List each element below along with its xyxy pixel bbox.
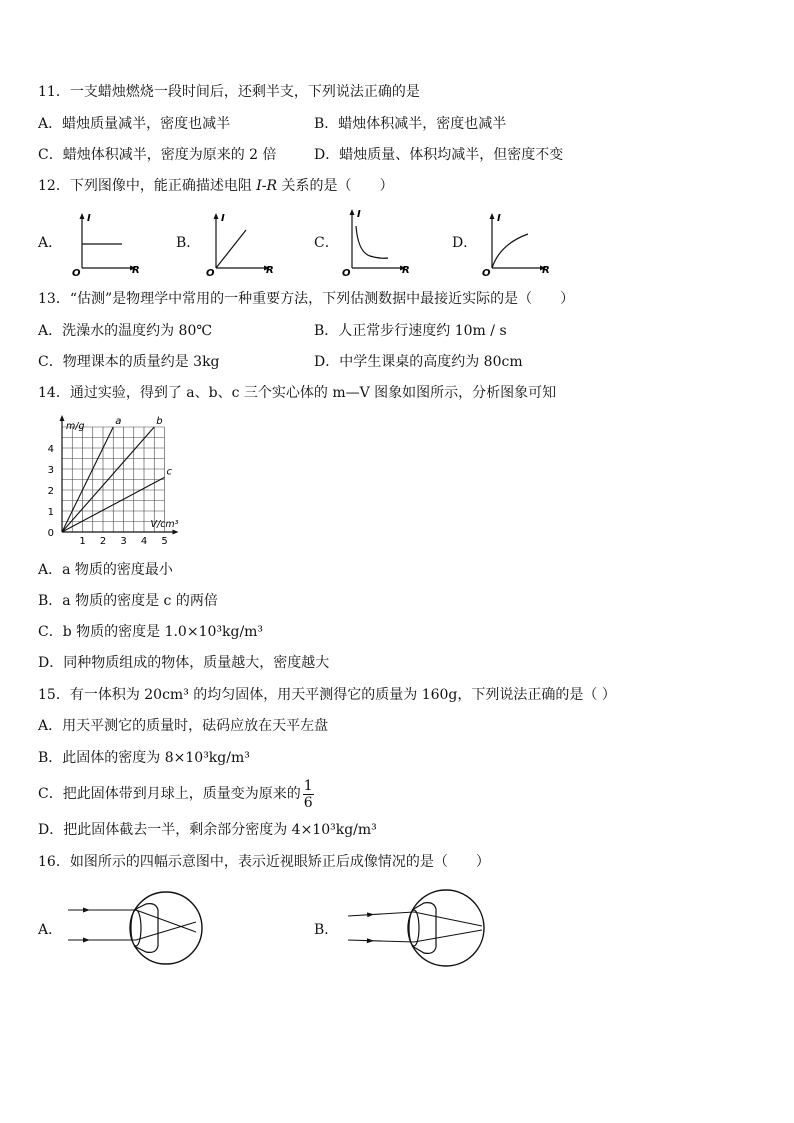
q12-graph-d-y-label: I [497, 213, 501, 224]
q13-option-a: A．洗澡水的温度约为 80℃ [38, 323, 213, 339]
x-tick-label: 3 [120, 536, 127, 547]
q12-label-b: B． [176, 235, 201, 251]
x-tick-label: 4 [140, 536, 148, 547]
q16-eye-diagram-a [64, 888, 204, 970]
q15-fraction-numerator: 1 [303, 777, 313, 794]
q12-graph-c-y-label: I [357, 209, 361, 220]
q15-option-a: A．用天平测它的质量时，砝码应放在天平左盘 [38, 718, 329, 734]
q15-option-b: B．此固体的密度为 8×10³kg/m³ [38, 750, 250, 766]
q11-option-d: D．蜡烛质量、体积均减半，但密度不变 [314, 147, 564, 163]
y-axis-label: m/g [66, 421, 85, 432]
q14-option-a: A．a 物质的密度最小 [38, 562, 173, 578]
x-tick-label: 1 [79, 536, 86, 547]
q14-mv-chart [44, 418, 214, 550]
q16-label-a: A． [38, 922, 63, 938]
q12-graph-b-origin: O [206, 268, 215, 279]
q15-option-c-text: C．把此固体带到月球上，质量变为原来的 [38, 786, 301, 802]
q15-fraction-denominator: 6 [303, 794, 313, 811]
q12-graph-c-origin: O [342, 268, 351, 279]
q12-graph-c-x-label: R [402, 265, 410, 276]
q12-stem [38, 177, 394, 195]
x-axis-label: V/cm³ [150, 519, 179, 530]
q12-graph-d-x-label: R [542, 265, 550, 276]
q12-stem-pre: 12．下列图像中，能正确描述电阻 [38, 178, 257, 194]
q12-label-a: A． [38, 235, 63, 251]
q15-fraction [303, 778, 314, 811]
q12-stem-var: I-R [256, 178, 278, 194]
y-tick-label: 2 [47, 486, 54, 497]
q13-stem: 13．“估测”是物理学中常用的一种重要方法，下列估测数据中最接近实际的是（ ） [38, 291, 575, 307]
q15-option-c [38, 775, 314, 813]
q13-option-c: C．物理课本的质量约是 3kg [38, 354, 220, 370]
x-axis-arrow [173, 530, 179, 535]
q16-stem: 16．如图所示的四幅示意图中，表示近视眼矫正后成像情况的是（ ） [38, 854, 490, 870]
y-tick-label: 1 [47, 507, 54, 518]
series-label-c: c [166, 466, 172, 478]
q12-graph-a-origin: O [72, 268, 81, 279]
q12-graph-c [340, 206, 420, 278]
q16-label-b: B． [314, 922, 339, 938]
q14-option-b: B．a 物质的密度是 c 的两倍 [38, 593, 218, 609]
q12-graph-b-y-label: I [221, 213, 225, 224]
q14-option-d: D．同种物质组成的物体，质量越大，密度越大 [38, 655, 330, 671]
q14-stem: 14．通过实验，得到了 a、b、c 三个实心体的 m—V 图象如图所示，分析图象可知 [38, 385, 557, 401]
q12-graph-d [480, 210, 560, 278]
q11-stem: 11．一支蜡烛燃烧一段时间后，还剩半支，下列说法正确的是 [38, 84, 420, 100]
y-tick-label: 0 [47, 528, 54, 539]
y-tick-label: 3 [47, 465, 54, 476]
q12-label-d: D． [452, 235, 478, 251]
x-tick-label: 2 [99, 536, 107, 547]
q12-graph-d-origin: O [482, 268, 491, 279]
q12-graph-a-y-label: I [87, 213, 91, 224]
q11-option-c: C．蜡烛体积减半，密度为原来的 2 倍 [38, 147, 277, 163]
q13-option-b: B．人正常步行速度约 10m / s [314, 323, 507, 339]
q14-option-c: C．b 物质的密度是 1.0×10³kg/m³ [38, 624, 264, 640]
q13-option-d: D．中学生课桌的高度约为 80cm [314, 354, 523, 370]
q11-option-a: A．蜡烛质量减半，密度也减半 [38, 116, 231, 132]
y-tick-label: 4 [47, 444, 54, 455]
q12-label-c: C． [314, 235, 339, 251]
q11-option-b: B．蜡烛体积减半，密度也减半 [314, 116, 507, 132]
series-label-a: a [115, 416, 122, 427]
q12-graph-a [70, 210, 150, 278]
q15-stem: 15．有一体积为 20cm³ 的均匀固体，用天平测得它的质量为 160g，下列说法正确的是（ ） [38, 687, 616, 703]
series-label-b: b [156, 416, 163, 427]
q12-graph-b-x-label: R [266, 265, 274, 276]
x-tick-label: 5 [161, 536, 168, 547]
q12-stem-post: 关系的是（ ） [277, 178, 394, 194]
q12-graph-b [204, 210, 284, 278]
q16-eye-diagram-b [344, 884, 494, 972]
y-axis-arrow [60, 415, 65, 421]
q15-option-d: D．把此固体截去一半，剩余部分密度为 4×10³kg/m³ [38, 822, 377, 838]
q12-graph-a-x-label: R [132, 265, 140, 276]
